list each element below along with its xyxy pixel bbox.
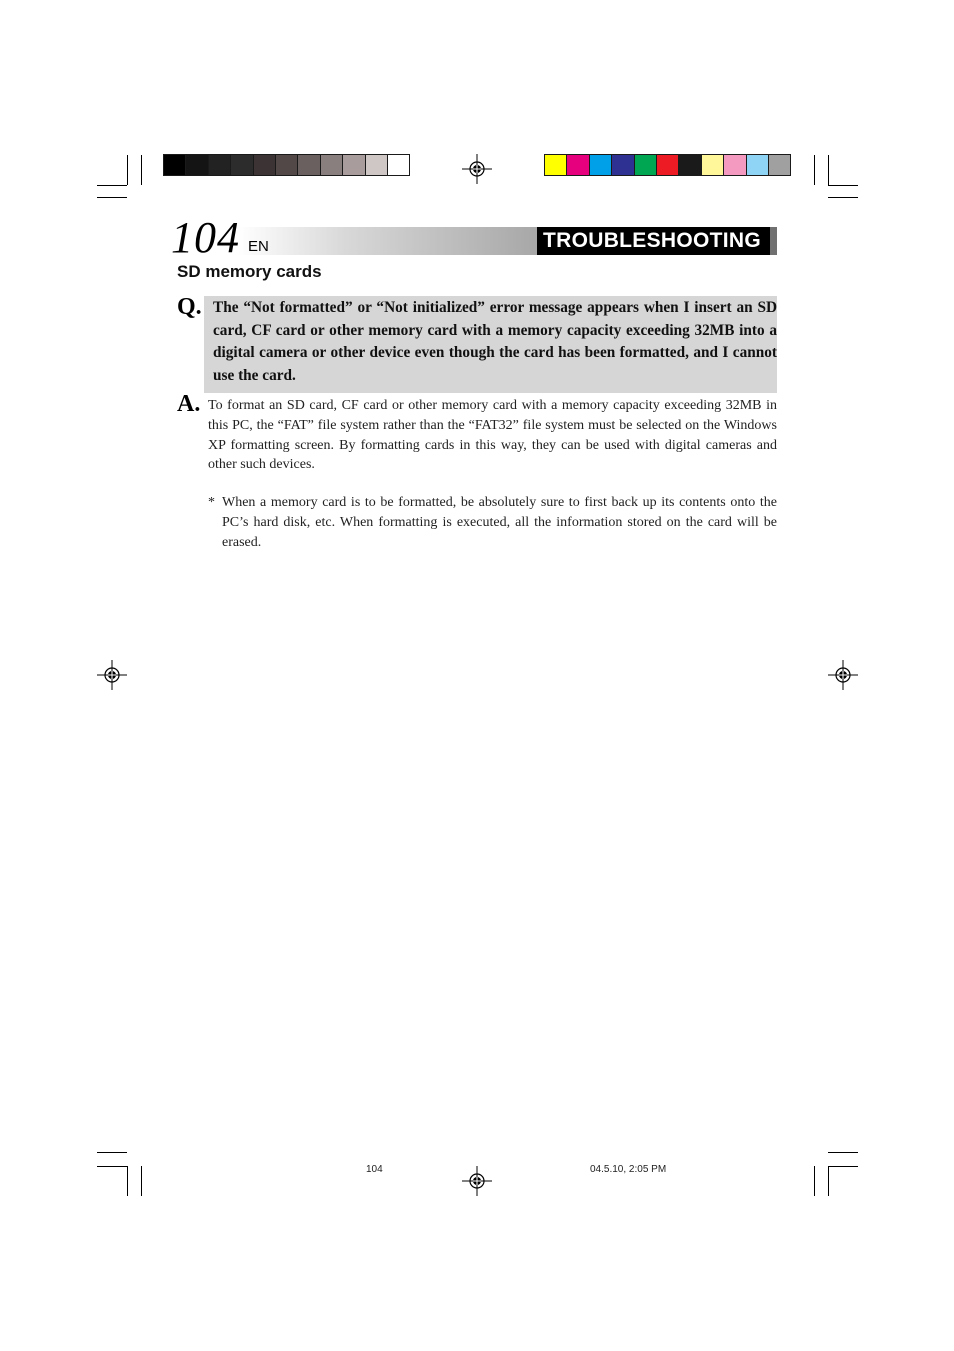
footer-timestamp: 04.5.10, 2:05 PM — [590, 1164, 667, 1175]
answer-marker: A. — [177, 391, 201, 417]
registration-mark-bottom-icon — [462, 1166, 492, 1196]
note-marker: * — [208, 495, 215, 510]
color-swatch-5 — [634, 154, 657, 176]
gray-swatch-6 — [275, 154, 298, 176]
note — [208, 493, 777, 552]
section-heading: SD memory cards — [177, 262, 322, 281]
gray-swatch-8 — [320, 154, 343, 176]
color-swatch-10 — [746, 154, 769, 176]
question-marker: Q. — [177, 294, 202, 320]
color-swatch-3 — [589, 154, 612, 176]
section-title: TROUBLESHOOTING — [537, 227, 770, 255]
registration-mark-right-icon — [828, 660, 858, 690]
gray-swatch-3 — [208, 154, 231, 176]
registration-mark-top-icon — [462, 154, 492, 184]
registration-mark-left-icon — [97, 660, 127, 690]
note-text: When a memory card is to be formatted, be absolutely sure to first back up its contents onto the PC’s hard disk, etc. When formatting is executed, all the information stored on the card will be erased. — [222, 495, 777, 550]
answer-text: To format an SD card, CF card or other memory card with a memory capacity exceeding 32MB in this PC, the “FAT” file system rather than the “FAT32” file system must be selected on the Windows XP formatting screen. By formatting cards in this way, they can be used with digital cameras and other such devices. — [208, 398, 777, 473]
color-swatch-11 — [768, 154, 791, 176]
section-header-bar — [238, 227, 777, 255]
color-swatch-7 — [678, 154, 701, 176]
gray-swatch-1 — [163, 154, 186, 176]
color-swatch-8 — [701, 154, 724, 176]
gray-swatch-11 — [387, 154, 410, 176]
question-box — [204, 296, 777, 393]
gray-swatch-2 — [185, 154, 208, 176]
color-swatch-9 — [723, 154, 746, 176]
color-swatch-4 — [611, 154, 634, 176]
gray-swatch-10 — [365, 154, 388, 176]
gray-swatch-7 — [297, 154, 320, 176]
question-text: The “Not formatted” or “Not initialized” error message appears when I insert an SD card, CF card or other memory card with a memory capacity exceeding 32MB into a digital camera or other device even though the card has been formatted, and I cannot use the card. — [213, 299, 777, 384]
color-swatch-6 — [656, 154, 679, 176]
page-language: EN — [248, 238, 269, 255]
gray-swatch-9 — [342, 154, 365, 176]
color-swatch-2 — [566, 154, 589, 176]
footer-page-number: 104 — [366, 1164, 383, 1175]
gray-swatch-5 — [253, 154, 276, 176]
gray-swatch-4 — [230, 154, 253, 176]
page-number: 104 — [171, 213, 240, 262]
color-swatch-1 — [544, 154, 567, 176]
